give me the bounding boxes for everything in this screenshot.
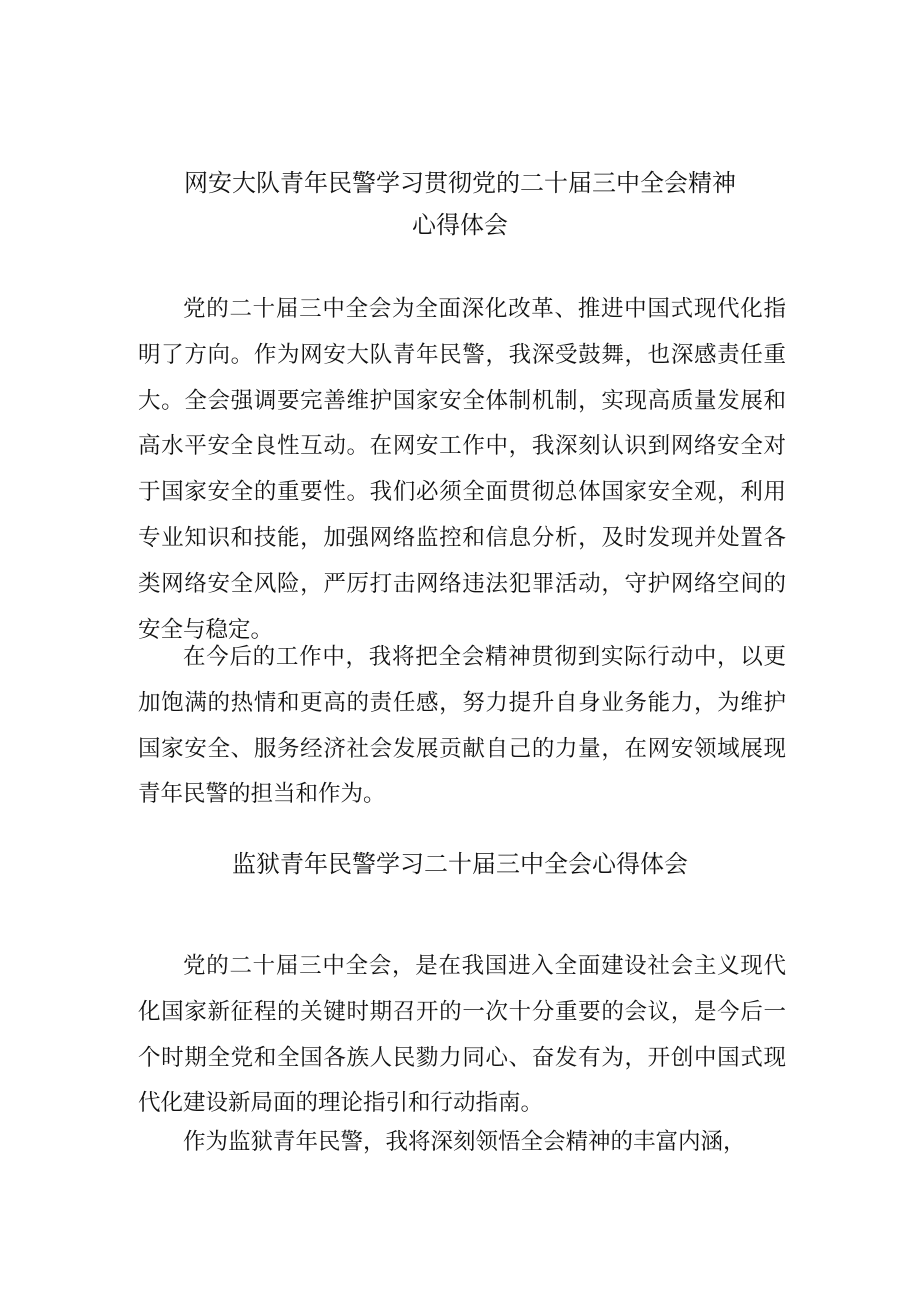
article-1-title	[0, 162, 920, 246]
article-2-paragraph-2: 作为监狱青年民警，我将深刻领悟全会精神的丰富内涵，	[183, 1129, 746, 1155]
article-1-paragraph-1: 党的二十届三中全会为全面深化改革、推进中国式现代化指明了方向。作为网安大队青年民警，我深受鼓舞，也深感责任重大。全会强调要完善维护国家安全体制机制，实现高质量发展和高水平安全良性互动。在网安工作中，我深刻认识到网络安全对于国家安全的重要性。我们必须全面贯彻总体国家安全观，利用专业知识和技能，加强网络监控和信息分析，及时发现并处置各类网络安全风险，严厉打击网络违法犯罪活动，守护网络空间的安全与稳定。	[138, 296, 786, 643]
article-1-title-line-2: 心得体会	[412, 211, 508, 239]
article-2-title: 监狱青年民警学习二十届三中全会心得体会	[232, 850, 688, 878]
article-1-paragraph-2: 在今后的工作中，我将把全会精神贯彻到实际行动中，以更加饱满的热情和更高的责任感，努力提升自身业务能力，为维护国家安全、服务经济社会发展贡献自己的力量，在网安领域展现青年民警的担当和作为。	[138, 644, 786, 808]
article-2-paragraph-1: 党的二十届三中全会，是在我国进入全面建设社会主义现代化国家新征程的关键时期召开的一次十分重要的会议，是今后一个时期全党和全国各族人民勠力同心、奋发有为，开创中国式现代化建设新局面的理论指引和行动指南。	[138, 953, 786, 1117]
article-1-title-line-1: 网安大队青年民警学习贯彻党的二十届三中全会精神	[184, 169, 736, 197]
